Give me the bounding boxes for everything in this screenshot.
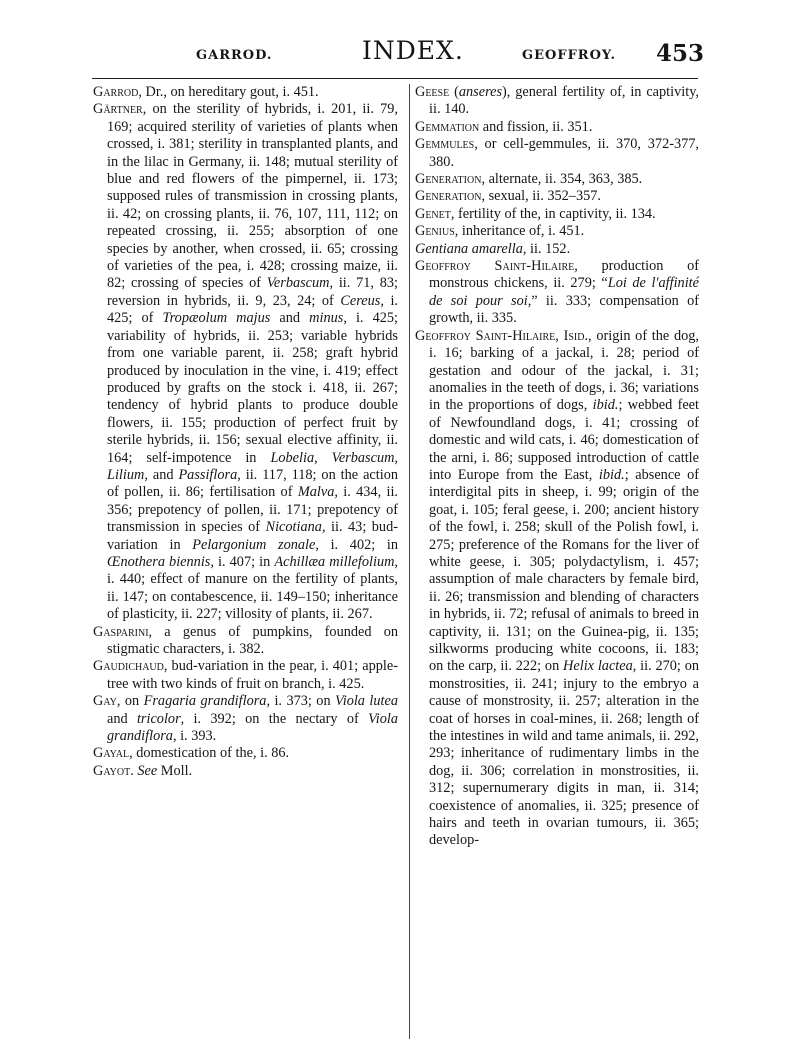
entry-text: and xyxy=(107,710,137,727)
entry-text: , domestication of the, i. 86. xyxy=(129,745,290,762)
entry-italic-text: Pelargonium zonale xyxy=(192,536,316,553)
entry-text: , on xyxy=(116,693,144,710)
index-entry xyxy=(415,328,699,850)
entry-text: Moll. xyxy=(157,762,193,779)
entry-text: . xyxy=(130,762,138,779)
entry-italic-text: Malva xyxy=(297,484,335,501)
entry-italic-text: Fragaria grandiflora xyxy=(143,693,267,710)
index-entry xyxy=(93,624,398,659)
entry-text: ), general fertility of, in captivity, ii. 140. xyxy=(429,84,699,118)
entry-italic-text: Viola grandiflora xyxy=(107,710,398,745)
entry-text: , i. 434, ii. 356; prepotency of pollen, ii. 171; prepotency of transmission in species of xyxy=(107,484,398,536)
entry-text: , ii. 71, 83; reversion in hybrids, ii. 9, 23, 24; of xyxy=(107,275,398,309)
entry-text: , i. 407; in xyxy=(210,553,275,570)
index-entry xyxy=(415,241,699,258)
index-entry xyxy=(415,119,699,136)
index-entry xyxy=(93,101,398,623)
index-headword: Gasparini xyxy=(93,623,149,640)
index-entry xyxy=(415,258,699,328)
entry-italic-text: Passiflora xyxy=(178,466,238,483)
entry-text: and xyxy=(270,310,310,327)
entry-italic-text: See xyxy=(137,762,158,779)
index-entry xyxy=(93,84,398,101)
entry-text: , i. 393. xyxy=(172,728,217,745)
index-entry xyxy=(415,206,699,223)
index-column-left xyxy=(93,84,398,1044)
running-header xyxy=(0,36,800,76)
index-headword: Garrod xyxy=(93,84,139,100)
index-headword: Genet xyxy=(415,205,451,222)
index-entry xyxy=(93,745,398,762)
index-column-right xyxy=(415,84,699,1044)
index-entry xyxy=(415,84,699,119)
entry-text: , i. 402; in xyxy=(315,536,398,553)
entry-text: , ii. 117, 118; on the action of pollen, ii. 86; fertilisation of xyxy=(107,466,398,501)
entry-italic-text: Œnothera biennis xyxy=(107,553,211,570)
index-entry xyxy=(415,188,699,205)
entry-italic-text: Nicotiana xyxy=(265,519,322,536)
entry-italic-text: ibid. xyxy=(592,397,619,414)
entry-text: , ii. 152. xyxy=(522,240,571,257)
entry-text: , i. 373; on xyxy=(266,693,336,710)
entry-text: , ii. 43; bud-variation in xyxy=(107,519,398,553)
header-right-word: GEOFFROY. xyxy=(522,48,617,63)
entry-italic-text: Viola lutea xyxy=(335,693,398,710)
entry-italic-text: ibid. xyxy=(598,466,625,483)
entry-text: , i. 425; variability of hybrids, ii. 253; variable hybrids from one variable parent, ii. 258; graft hybrid produced by inoculation in the vine, i. 419; effect produced by grafts on the stock i. 418, ii. 267; tendency of hybrid plants to produce double flowers, ii. 155; production of perfect fruit by sterile hybrids, ii. 156; sexual elective affinity, ii. 164; self-impotence in xyxy=(107,310,398,466)
entry-text: , bud-variation in the pear, i. 401; apple-tree with two kinds of fruit on branch, i. 425. xyxy=(107,658,398,692)
index-headword: Gärtner xyxy=(93,101,143,118)
index-entry xyxy=(415,136,699,171)
entry-text: , on the sterility of hybrids, i. 201, ii. 79, 169; acquired sterility of varieties of plants when crossed, i. 381; sterility in transplanted plants, and in the lilac in Germany, ii. 148; mutual sterility of blue and red flowers of the pimpernel, ii. 173; supposed rules of transmission in crossing plants, ii. 42; on crossing plants, ii. 76, 107, 111, 112; on repeated crossing, ii. 255; absorption of one species by another, when crossed, ii. 65; crossing of varieties of the pea, i. 428; crossing maize, ii. 82; crossing of species of xyxy=(107,101,398,292)
index-headword: Generation xyxy=(415,171,482,188)
entry-italic-text: anseres xyxy=(458,84,503,100)
index-entry xyxy=(93,763,398,780)
entry-italic-text: Lobelia, Verbascum, Lilium xyxy=(107,449,398,483)
entry-text: , sexual, ii. 352–357. xyxy=(481,188,601,205)
entry-text: , Dr., on hereditary gout, i. 451. xyxy=(138,84,319,100)
index-headword: Gaudichaud xyxy=(93,658,164,675)
header-left-word: GARROD. xyxy=(196,48,273,63)
entry-text: , production of monstrous chickens, ii. 279; “ xyxy=(429,258,699,292)
entry-text: ( xyxy=(449,84,459,100)
index-headword: Geoffroy Saint-Hilaire, Isid. xyxy=(415,327,589,344)
entry-text: , ii. 270; on monstrosities, ii. 241; injury to the embryo a cause of monstrosity, ii. 257; alteration in the coat of horses in coal-mines, ii. 268; length of the intestines in wild and tame animals, ii. 292, 293; inheritance of rudimentary limbs in the dog, ii. 306; correlation in monstrosities, ii. 312; supernumerary digits in man, ii. 314; coexistence of anomalies, ii. 325; presence of hairs and teeth in ovarian tumours, ii. 365; develop- xyxy=(429,658,699,849)
entry-italic-text: Cereus xyxy=(340,292,381,309)
entry-italic-text: tricolor xyxy=(136,710,181,727)
entry-text: , alternate, ii. 354, 363, 385. xyxy=(481,171,643,188)
index-headword: Gemmation xyxy=(415,118,480,135)
index-headword: Gemmules xyxy=(415,136,475,153)
index-entry xyxy=(415,171,699,188)
entry-italic-text: Helix lactea xyxy=(563,658,633,675)
entry-italic-text: Loi de l'affinité de soi pour soi xyxy=(429,275,699,309)
entry-italic-text: Gentiana amarella xyxy=(415,240,523,257)
entry-text: ,” ii. 333; compensation of growth, ii. 335. xyxy=(429,292,699,327)
header-title: INDEX. xyxy=(362,36,464,65)
entry-text: , i. 440; effect of manure on the fertility of plants, ii. 147; on contabescence, ii. 149–150; inheritance of plasticity, ii. 227; villosity of plants, ii. 267. xyxy=(107,553,398,623)
index-headword: Geese xyxy=(415,84,450,100)
entry-text: , i. 425; of xyxy=(107,292,398,327)
index-entry xyxy=(93,658,398,693)
index-headword: Gay xyxy=(93,693,117,710)
index-headword: Gayot xyxy=(93,762,131,779)
index-headword: Genius xyxy=(415,223,455,240)
page-number: 453 xyxy=(656,40,705,67)
entry-text: , inheritance of, i. 451. xyxy=(454,223,585,240)
entry-italic-text: Achillæa millefolium xyxy=(274,553,395,570)
entry-text: ; webbed feet of Newfoundland dogs, i. 41; crossing of domestic and wild cats, i. 46; domestication of the arni, i. 86; supposed introduction of cattle into Europe from the East, xyxy=(429,397,699,483)
index-headword: Geoffroy Saint-Hilaire xyxy=(415,258,575,275)
column-divider xyxy=(409,84,410,1039)
index-headword: Generation xyxy=(415,188,482,205)
header-rule xyxy=(92,78,698,79)
entry-italic-text: Verbascum xyxy=(266,275,330,292)
index-headword: Gayal xyxy=(93,745,130,762)
entry-text: , i. 392; on the nectary of xyxy=(180,710,369,727)
entry-text: , origin of the dog, i. 16; barking of a jackal, i. 28; period of gestation and odour of the jackal, i. 31; anomalies in the teeth of dogs, i. 36; variations in the proportions of dogs, xyxy=(429,327,699,414)
entry-text: ; absence of interdigital pits in sheep, i. 99; origin of the goat, i. 105; feral geese, i. 200; ancient history of the fowl, i. 258; skull of the Polish fowl, i. 275; preference of the Romans for the liver of white geese, i. 305; polydactylism, i. 457; assumption of male characters by female bird, ii. 26; transmission and blending of characters in hybrids, ii. 72; refusal of animals to breed in captivity, ii. 131; on the Guinea-pig, ii. 135; silkworms producing white cocoons, ii. 183; on the carp, ii. 222; on xyxy=(429,466,699,675)
entry-text: , or cell-gemmules, ii. 370, 372-377, 380. xyxy=(429,136,699,170)
entry-text: and fission, ii. 351. xyxy=(479,118,593,135)
entry-text: , and xyxy=(144,466,179,483)
entry-italic-text: Tropæolum majus xyxy=(162,310,271,327)
entry-text: , a genus of pumpkins, founded on stigmatic characters, i. 382. xyxy=(107,623,398,657)
index-entry xyxy=(93,693,398,745)
index-entry xyxy=(415,223,699,240)
entry-italic-text: minus xyxy=(309,310,344,327)
entry-text: , fertility of the, in captivity, ii. 134. xyxy=(450,205,656,222)
